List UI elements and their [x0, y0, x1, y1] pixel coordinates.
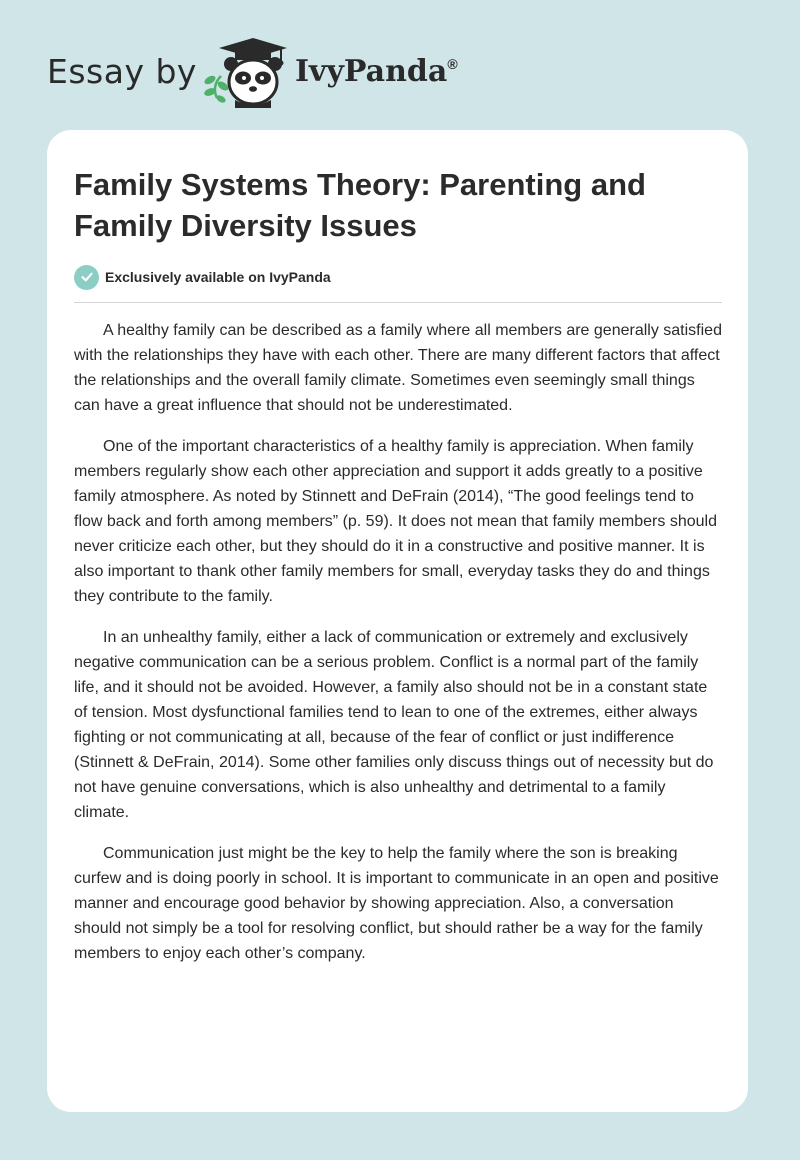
site-header: [47, 36, 547, 116]
paragraph: A healthy family can be described as a family where all members are generally satisfied with the relationships they have with each other. There are many different factors that affect the relationships and the overall family climate. Sometimes even seemingly small things can have a great influence that should not be underestimated.: [74, 322, 722, 414]
brand-name[interactable]: IvyPanda®: [295, 54, 458, 89]
paragraph: In an unhealthy family, either a lack of communication or extremely and exclusively negative communication can be a serious problem. Conflict is a normal part of the family life, and it should not be avoided. However, a family also should not be in a constant state of tension. Most dysfunctional families tend to lean to one of the extremes, either always fighting or not communicating at all, because of the fear of conflict or just indifference (Stinnett & DeFrain, 2014). Some other families only discuss things out of necessity but do not have genuine conversations, which is also unhealthy and detrimental to a family climate.: [74, 629, 714, 821]
ivy-leaf-icon: [203, 74, 230, 104]
check-circle-icon: [74, 265, 99, 290]
exclusive-badge: [74, 264, 331, 290]
divider: [74, 302, 722, 303]
essay-by-label: Essay by: [47, 52, 197, 91]
essay-card: [47, 130, 748, 1112]
panda-logo-icon[interactable]: [201, 36, 291, 108]
page-title: Family Systems Theory: Parenting and Family Diversity Issues: [74, 167, 646, 243]
essay-body: [74, 318, 724, 982]
exclusive-badge-label: Exclusively available on IvyPanda: [105, 269, 331, 285]
paragraph: One of the important characteristics of a healthy family is appreciation. When family members regularly show each other appreciation and support it adds greatly to a positive family atmosphere. As noted by Stinnett and DeFrain (2014), “The good feelings tend to flow back and forth among members” (p. 59). It does not mean that family members should never criticize each other, but they should do it in a constructive and positive manner. It is also important to thank other family members for small, everyday tasks they do and things they contribute to the family.: [74, 438, 717, 605]
paragraph: Communication just might be the key to help the family where the son is breaking curfew and is doing poorly in school. It is important to communicate in an open and positive manner and encourage good behavior by showing appreciation. Also, a conversation should not simply be a tool for resolving conflict, but should rather be a way for the family members to enjoy each other’s company.: [74, 845, 719, 962]
